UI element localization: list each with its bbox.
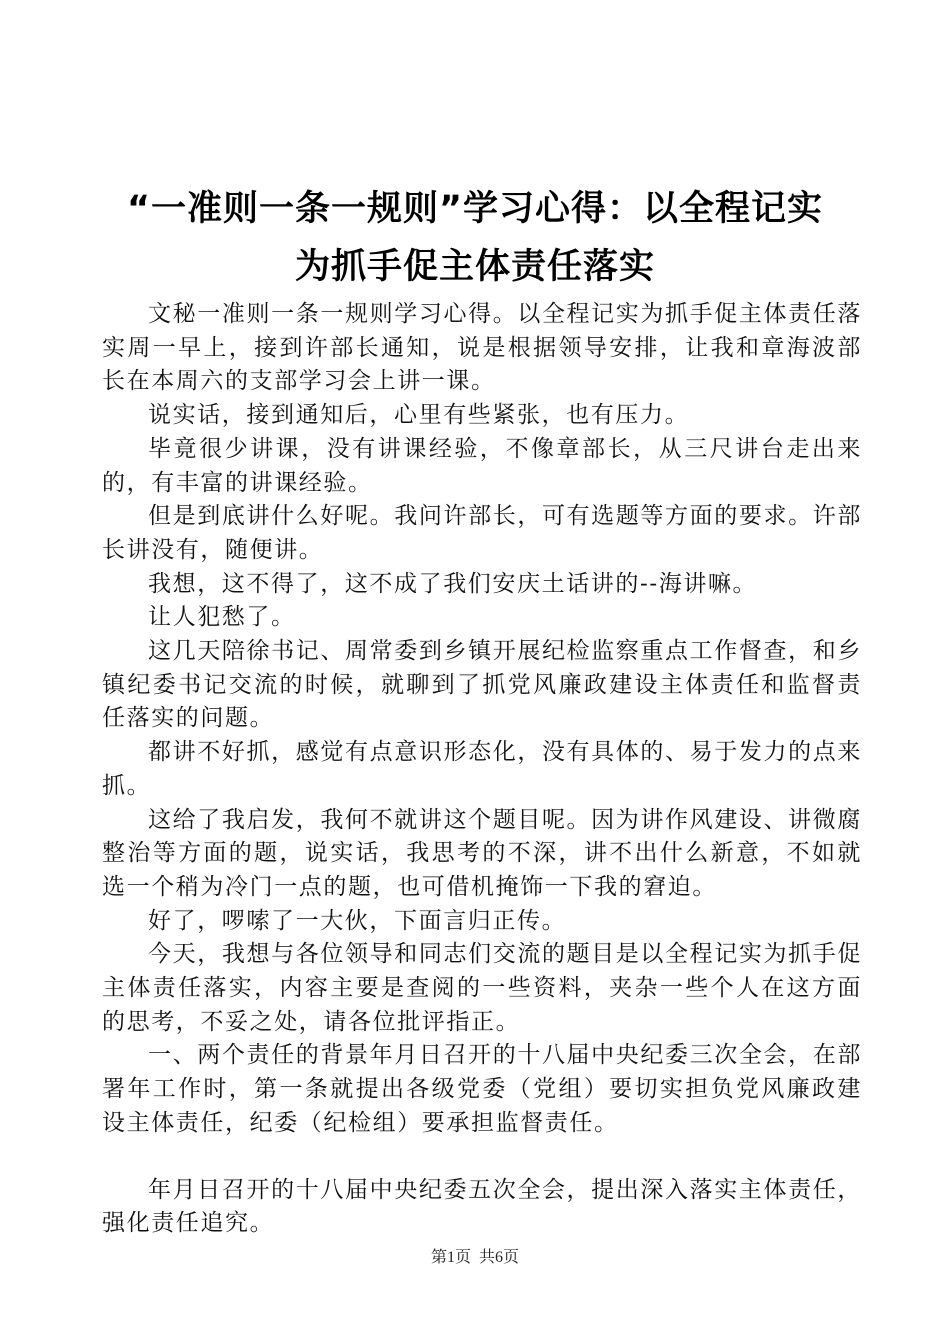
paragraph: 今天，我想与各位领导和同志们交流的题目是以全程记实为抓手促主体责任落实，内容主要是查阅的一些资料，夹杂一些个人在这方面的思考，不妥之处，请各位批评指正。: [102, 941, 862, 1035]
document-body: [102, 298, 862, 1241]
paragraph: 都讲不好抓，感觉有点意识形态化，没有具体的、易于发力的点来抓。: [102, 739, 862, 799]
paragraph: 但是到底讲什么好呢。我问许部长，可有选题等方面的要求。许部长讲没有，随便讲。: [102, 503, 862, 563]
page-number-footer: 第1页 共6页: [430, 1249, 519, 1266]
paragraph: 毕竟很少讲课，没有讲课经验，不像章部长，从三尺讲台走出来的，有丰富的讲课经验。: [102, 435, 862, 496]
paragraph: 一、两个责任的背景年月日召开的十八届中央纪委三次全会，在部署年工作时，第一条就提出各级党委（党组）要切实担负党风廉政建设主体责任，纪委（纪检组）要承担监督责任。: [102, 1042, 862, 1136]
paragraph: 我想，这不得了，这不成了我们安庆土话讲的--海讲嘛。: [148, 570, 758, 597]
paragraph: 好了，啰嗦了一大伙，下面言归正传。: [148, 907, 567, 934]
paragraph: 文秘一准则一条一规则学习心得。以全程记实为抓手促主体责任落实周一早上，接到许部长通知，说是根据领导安排，让我和章海波部长在本周六的支部学习会上讲一课。: [102, 301, 862, 395]
paragraph: 这给了我启发，我何不就讲这个题目呢。因为讲作风建设、讲微腐整治等方面的题，说实话，我思考的不深，讲不出什么新意，不如就选一个稍为冷门一点的题，也可借机掩饰一下我的窘迫。: [102, 806, 862, 900]
paragraph: 年月日召开的十八届中央纪委五次全会，提出深入落实主体责任，强化责任追究。: [102, 1176, 862, 1237]
paragraph: 让人犯愁了。: [148, 604, 296, 631]
document-title-line-1: “一准则一条一规则”学习心得：以全程记实: [126, 189, 823, 229]
document-title-line-2: 为抓手促主体责任落实: [294, 247, 655, 287]
paragraph: 这几天陪徐书记、周常委到乡镇开展纪检监察重点工作督查，和乡镇纪委书记交流的时候，就聊到了抓党风廉政建设主体责任和监督责任落实的问题。: [102, 638, 862, 732]
paragraph: 说实话，接到通知后，心里有些紧张，也有压力。: [148, 402, 690, 429]
